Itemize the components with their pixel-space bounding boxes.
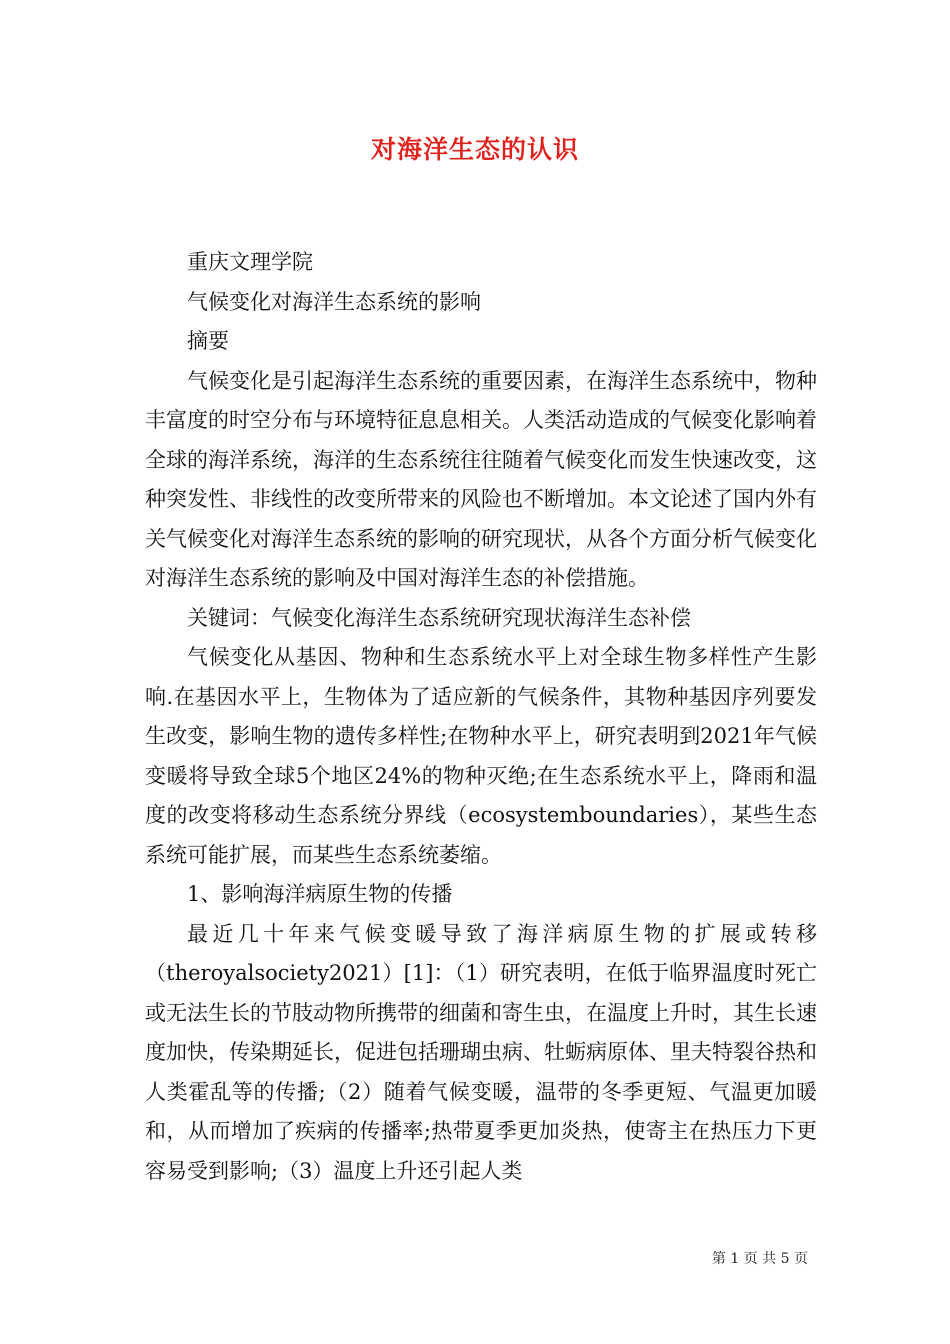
author-affiliation: 重庆文理学院 <box>187 250 313 274</box>
keywords-line: 关键词：气候变化海洋生态系统研究现状海洋生态补偿 <box>187 605 691 630</box>
body-paragraph: 最近几十年来气候变暖导致了海洋病原生物的扩展或转移（theroyalsociety2021）[1]：（1）研究表明，在低于临界温度时死亡或无法生长的节肢动物所携带的细菌和寄生虫，在温度上升时，其生长速度加快，传染期延长，促进包括珊瑚虫病、牡蛎病原体、里夫特裂谷热和人类霍乱等的传播;（2）随着气候变暖，温带的冬季更短、气温更加暖和，从而增加了疾病的传播率;热带夏季更加炎热，使寄主在热压力下更容易受到影响;（3）温度上升还引起人类 <box>145 921 817 1183</box>
document-title: 对海洋生态的认识 <box>370 135 579 164</box>
paper-title: 气候变化对海洋生态系统的影响 <box>187 289 481 314</box>
body-paragraph: 气候变化从基因、物种和生态系统水平上对全球生物多样性产生影响.在基因水平上，生物体为了适应新的气候条件，其物种基因序列要发生改变，影响生物的遗传多样性;在物种水平上，研究表明到2021年气候变暖将导致全球5个地区24%的物种灭绝;在生态系统水平上，降雨和温度的改变将移动生态系统分界线（ecosystemboundaries），某些生态系统可能扩展，而某些生态系统萎缩。 <box>145 645 817 867</box>
abstract-paragraph: 气候变化是引起海洋生态系统的重要因素，在海洋生态系统中，物种丰富度的时空分布与环境特征息息相关。人类活动造成的气候变化影响着全球的海洋系统，海洋的生态系统往往随着气候变化而发生快速改变，这种突发性、非线性的改变所带来的风险也不断增加。本文论述了国内外有关气候变化对海洋生态系统的影响的研究现状，从各个方面分析气候变化对海洋生态系统的影响及中国对海洋生态的补偿措施。 <box>145 368 817 590</box>
document-body <box>145 243 817 1191</box>
page-footer: 第 1 页 共 5 页 <box>711 1251 808 1267</box>
section-heading: 1、影响海洋病原生物的传播 <box>187 882 453 906</box>
abstract-heading: 摘要 <box>187 329 229 353</box>
